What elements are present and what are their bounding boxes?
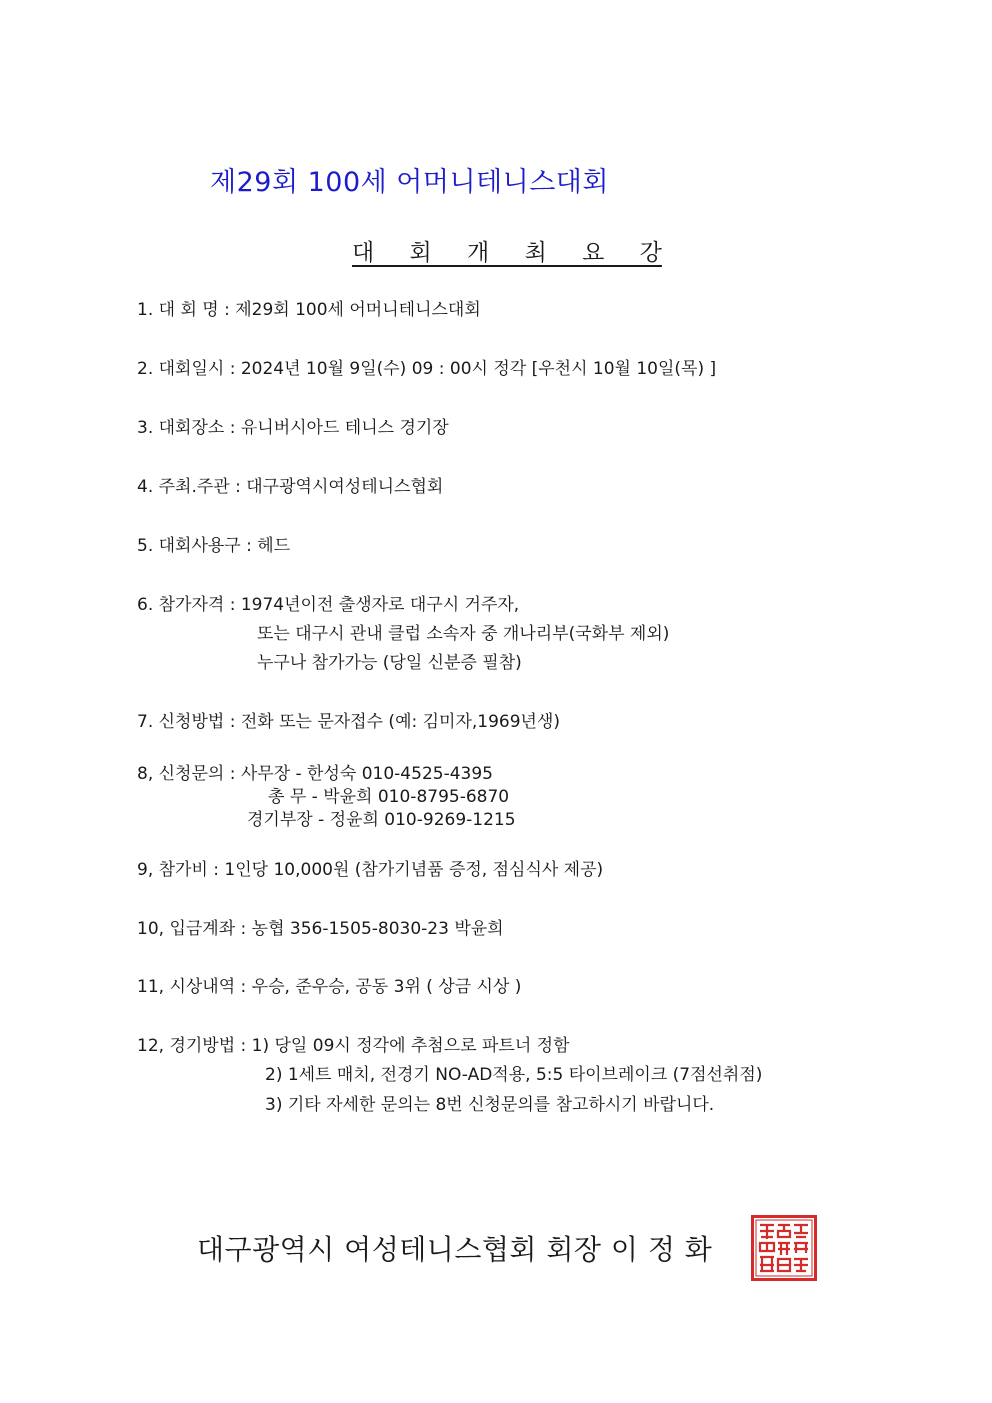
item-event-venue: 3. 대회장소 : 유니버시아드 테니스 경기장	[137, 418, 449, 438]
item-match-method-line2: 2) 1세트 매치, 전경기 NO-AD적용, 5:5 타이브레이크 (7점선취점)	[265, 1065, 763, 1085]
item-host: 4. 주최.주관 : 대구광역시여성테니스협회	[137, 477, 444, 497]
item-ball: 5. 대회사용구 : 헤드	[137, 536, 291, 556]
item-match-method: 12, 경기방법 : 1) 당일 09시 정각에 추첨으로 파트너 정함	[137, 1036, 570, 1056]
item-event-name: 1. 대 회 명 : 제29회 100세 어머니테니스대회	[137, 300, 481, 320]
item-inquiry: 8, 신청문의 : 사무장 - 한성숙 010-4525-4395	[137, 764, 493, 784]
document-title: 제29회 100세 어머니테니스대회	[210, 167, 609, 198]
item-eligibility-line3: 누구나 참가가능 (당일 신분증 필참)	[257, 653, 522, 673]
item-inquiry-contact3: 경기부장 - 정윤희 010-9269-1215	[247, 810, 516, 830]
document-subtitle: 대 회 개 최 요 강	[352, 240, 662, 266]
official-seal-icon	[751, 1215, 817, 1281]
signature-line: 대구광역시 여성테니스협회 회장 이 정 화	[197, 1233, 713, 1266]
item-fee: 9, 참가비 : 1인당 10,000원 (참가기념품 증정, 점심식사 제공)	[137, 860, 604, 880]
item-eligibility: 6. 참가자격 : 1974년이전 출생자로 대구시 거주자,	[137, 595, 520, 615]
item-match-method-line3: 3) 기타 자세한 문의는 8번 신청문의를 참고하시기 바랍니다.	[265, 1095, 715, 1115]
item-inquiry-contact2: 총 무 - 박윤희 010-8795-6870	[268, 787, 510, 807]
item-account: 10, 입금계좌 : 농협 356-1505-8030-23 박윤희	[137, 919, 504, 939]
item-eligibility-line2: 또는 대구시 관내 클럽 소속자 중 개나리부(국화부 제외)	[257, 624, 670, 644]
item-apply-method: 7. 신청방법 : 전화 또는 문자접수 (예: 김미자,1969년생)	[137, 712, 561, 732]
item-prizes: 11, 시상내역 : 우승, 준우승, 공동 3위 ( 상금 시상 )	[137, 977, 522, 997]
item-event-date: 2. 대회일시 : 2024년 10월 9일(수) 09 : 00시 정각 [우천시 10월 10일(목) ]	[137, 359, 717, 379]
